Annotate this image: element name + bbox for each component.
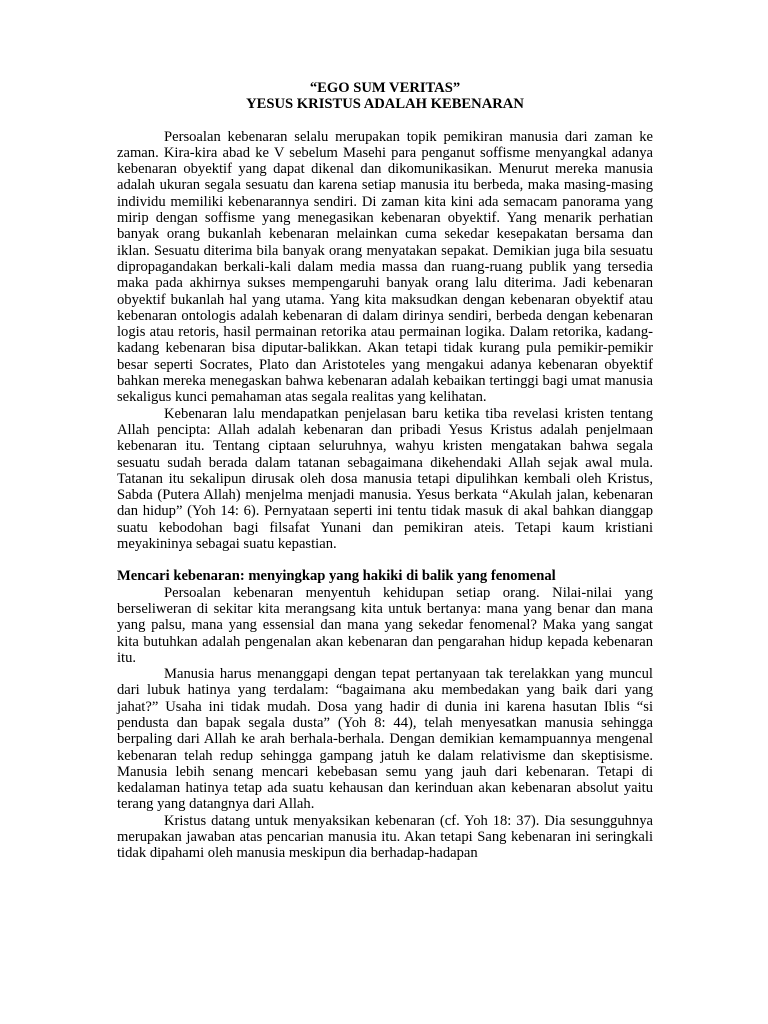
title-block bbox=[117, 80, 653, 113]
document-title-line-2: YESUS KRISTUS ADALAH KEBENARAN bbox=[246, 96, 524, 113]
document-title-line-1: “EGO SUM VERITAS” bbox=[309, 80, 461, 96]
body-paragraph: Persoalan kebenaran selalu merupakan topik pemikiran manusia dari zaman ke zaman. Kira-kira abad ke V sebelum Masehi para penganut soffisme menyangkal adanya kebenaran obyektif yang dapat dikenal dan dikomunikasikan. Menurut mereka manusia adalah ukuran segala sesuatu dan karena setiap manusia itu berbeda, maka masing-masing individu memiliki kebenarannya sendiri. Di zaman kita kini ada semacam panorama yang mirip dengan soffisme yang menegasikan kebenaran obyektif. Yang menarik perhatian banyak orang bukanlah kebenaran melainkan cuma sekedar kesepakatan bersama dan iklan. Sesuatu diterima bila banyak orang menyatakan sepakat. Demikian juga bila sesuatu dipropagandakan berkali-kali dalam media massa dan ruang-ruang publik yang tersedia maka pada akhirnya sukses mempengaruhi banyak orang lalu diterima. Jadi kebenaran obyektif bukanlah hal yang utama. Yang kita maksudkan dengan kebenaran obyektif atau kebenaran ontologis adalah kebenaran di dalam dirinya sendiri, berbeda dengan kebenaran logis atau retoris, hasil permainan retorika atau permainan logika. Dalam retorika, kadang-kadang kebenaran bisa diputar-balikkan. Akan tetapi tidak kurang pula pemikir-pemikir besar seperti Socrates, Plato dan Aristoteles yang mengakui adanya kebenaran obyektif bahkan mereka menegaskan bahwa kebenaran adalah kebaikan tertinggi bagi umat manusia sekaligus kunci pemahaman atas segala realitas yang kelihatan. bbox=[117, 128, 653, 406]
section-paragraph: Manusia harus menanggapi dengan tepat pertanyaan tak terelakkan yang muncul dari lubuk hatinya yang terdalam: “bagaimana aku membedakan yang baik dari yang jahat?” Usaha ini tidak mudah. Dosa yang hadir di dunia ini karena hasutan Iblis “si pendusta dan bapak segala dusta” (Yoh 8: 44), telah menyesatkan manusia sehingga berpaling dari Allah ke arah berhala-berhala. Dengan demikian kemampuannya mengenal kebenaran telah redup sehingga gampang jatuh ke dalam relativisme dan skeptisisme. Manusia lebih senang mencari kebebasan semu yang jauh dari kebenaran. Tetapi di kedalaman hatinya tetap ada suatu kehausan dan kerinduan akan kebenaran absolut yaitu terang yang datangnya dari Allah. bbox=[117, 666, 653, 813]
section-paragraph: Kristus datang untuk menyaksikan kebenaran (cf. Yoh 18: 37). Dia sesungguhnya merupakan jawaban atas pencarian manusia itu. Akan tetapi Sang kebenaran ini seringkali tidak dipahami oleh manusia meskipun dia berhadap-hadapan bbox=[117, 812, 653, 862]
section-paragraph: Persoalan kebenaran menyentuh kehidupan setiap orang. Nilai-nilai yang berseliweran di sekitar kita merangsang kita untuk bertanya: mana yang benar dan mana yang palsu, mana yang essensial dan mana yang sekedar fenomenal? Maka yang sangat kita butuhkan adalah pengenalan akan kebenaran dan pengarahan hidup kepada kebenaran itu. bbox=[117, 584, 653, 666]
body-paragraph: Kebenaran lalu mendapatkan penjelasan baru ketika tiba revelasi kristen tentang Allah pencipta: Allah adalah kebenaran dan pribadi Yesus Kristus adalah penjelmaan kebenaran itu. Tentang ciptaan seluruhnya, wahyu kristen mengatakan bahwa segala sesuatu sudah berada dalam tatanan sebagaimana dikehendaki Allah sejak awal mula. Tatanan itu sekalipun dirusak oleh dosa manusia tetapi dipulihkan kembali oleh Kristus, Sabda (Putera Allah) menjelma menjadi manusia. Yesus berkata “Akulah jalan, kebenaran dan hidup” (Yoh 14: 6). Pernyataan seperti ini tentu tidak masuk di akal bahkan dianggap suatu kebodohan bagi filsafat Yunani dan pemikiran ateis. Tetapi kaum kristiani meyakininya sebagai suatu kepastian. bbox=[117, 405, 653, 553]
section-heading: Mencari kebenaran: menyingkap yang hakiki di balik yang fenomenal bbox=[117, 568, 556, 585]
document-page bbox=[117, 80, 653, 862]
